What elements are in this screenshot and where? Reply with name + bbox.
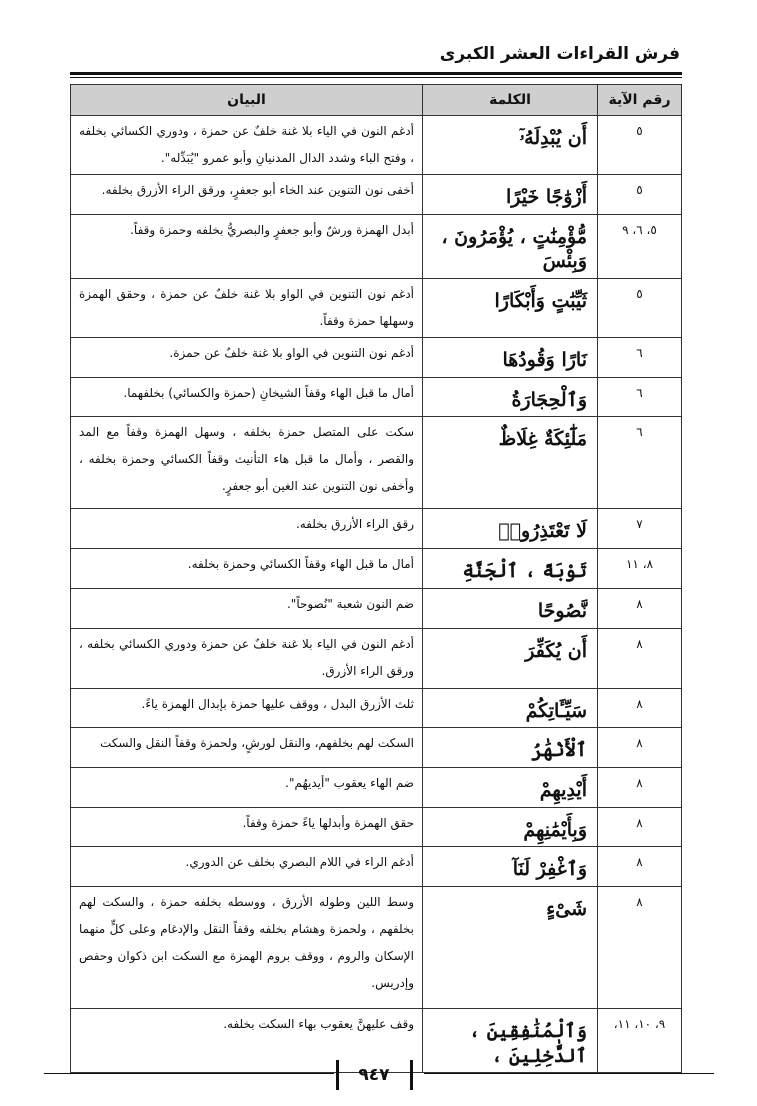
table-header-row <box>71 85 682 116</box>
quran-word: أَيْدِيهِمْ <box>423 767 598 807</box>
table-row <box>71 417 682 509</box>
table-row <box>71 628 682 688</box>
table-row <box>71 549 682 589</box>
table-row <box>71 847 682 887</box>
table-row <box>71 728 682 768</box>
ayah-number: ٨ <box>598 847 682 887</box>
ayah-number: ٨ <box>598 688 682 728</box>
qiraat-table <box>70 84 682 1073</box>
ayah-number: ٨ <box>598 628 682 688</box>
explanation: أمال ما قبل الهاء وقفاً الكسائي وحمزة بخلفه. <box>71 549 423 589</box>
table-row <box>71 377 682 417</box>
quran-word: نَارًا وَقُودُهَا <box>423 338 598 378</box>
quran-word: أَن يُكَفِّرَ <box>423 628 598 688</box>
explanation: ثلث الأزرق البدل ، ووقف عليها حمزة بإبدال الهمزة ياءً. <box>71 688 423 728</box>
ayah-number: ٧ <box>598 509 682 549</box>
quran-word: لَا تَعْتَذِرُوا۟ <box>423 509 598 549</box>
explanation: حقق الهمزة وأبدلها ياءً حمزة وقفاً. <box>71 807 423 847</box>
quran-word: ٱلْأَنْهَٰرُ <box>423 728 598 768</box>
ayah-number: ٨، ١١ <box>598 549 682 589</box>
ayah-number: ٥ <box>598 279 682 338</box>
quran-word: شَىْءٍ <box>423 886 598 1008</box>
explanation: أدغم الراء في اللام البصري بخلف عن الدوري. <box>71 847 423 887</box>
ayah-number: ٦ <box>598 377 682 417</box>
ayah-number: ٨ <box>598 767 682 807</box>
explanation: أدغم النون في الياء بلا غنة خلفٌ عن حمزة ، ودوري الكسائي بخلفه ، وفتح الباء وشدد الدال المدنيانِ وأبو عمرو "يُبَدِّله". <box>71 116 423 175</box>
quran-word: أَن يُبْدِلَهُۥٓ <box>423 116 598 175</box>
ayah-number: ٥ <box>598 116 682 175</box>
quran-word: مُّؤْمِنَٰتٍ ، يُؤْمَرُونَ ، وَبِئْسَ <box>423 214 598 278</box>
table-row <box>71 175 682 215</box>
ayah-number: ٦ <box>598 417 682 509</box>
column-header-word: الكلمة <box>423 85 598 116</box>
quran-word: ثَيِّبَٰتٍ وَأَبْكَارًا <box>423 279 598 338</box>
explanation: أدغم نون التنوين في الواو بلا غنة خلفٌ عن حمزة. <box>71 338 423 378</box>
table-row <box>71 588 682 628</box>
footer-rule-left <box>44 1073 334 1074</box>
table-row <box>71 767 682 807</box>
column-header-ayah: رقم الآية <box>598 85 682 116</box>
header-rule-thin <box>70 77 682 78</box>
explanation: ضم الهاء يعقوب "أيديهُم". <box>71 767 423 807</box>
ayah-number: ٩، ١٠، ١١، <box>598 1008 682 1072</box>
running-head-title: فرش القراءات العشر الكبرى <box>439 44 680 64</box>
explanation: ضم النون شعبة "نُصوحاً". <box>71 588 423 628</box>
explanation: أدغم النون في الياء بلا غنة خلفٌ عن حمزة ودوري الكسائي بخلفه ، ورقق الراء الأزرق. <box>71 628 423 688</box>
quran-word: أَزْوَٰجًا خَيْرًا <box>423 175 598 215</box>
quran-word: نَّصُوحًا <box>423 588 598 628</box>
header-rule-thick <box>70 72 682 75</box>
quran-word: وَبِأَيْمَٰنِهِمْ <box>423 807 598 847</box>
quran-word: وَٱلْحِجَارَةُ <box>423 377 598 417</box>
table-row <box>71 338 682 378</box>
explanation: وقف عليهنَّ يعقوب بهاء السكت بخلفه. <box>71 1008 423 1072</box>
explanation: رقق الراء الأزرق بخلفه. <box>71 509 423 549</box>
ayah-number: ٨ <box>598 886 682 1008</box>
explanation: أبدل الهمزة ورشٌ وأبو جعفرٍ والبصريُّ بخلفه وحمزة وقفاً. <box>71 214 423 278</box>
table-row <box>71 688 682 728</box>
explanation: سكت على المتصل حمزة بخلفه ، وسهل الهمزة وقفاً مع المد والقصر ، وأمال ما قبل هاء التأنيث وقفاً الكسائي وحمزة بخلفه ، وأخفى نون التنوين عند الغين أبو جعفرٍ. <box>71 417 423 509</box>
explanation: أمال ما قبل الهاء وقفاً الشيخانِ (حمزة والكسائي) بخلفهما. <box>71 377 423 417</box>
table-row <box>71 116 682 175</box>
explanation: السكت لهم بخلفهم، والنقل لورشٍ، ولحمزة وقفاً النقل والسكت <box>71 728 423 768</box>
explanation: وسط اللين وطوله الأزرق ، ووسطه بخلفه حمزة ، والسكت لهم بخلفهم ، ولحمزة وهشام بخلفه وقفاً النقل والإدغام وعلى كلٍّ منهما الإسكان والروم ، ووقف بروم الهمزة مع السكت ابن ذكوان وحفص وإدريس. <box>71 886 423 1008</box>
quran-word: تَوْبَةً ، ٱلْجَنَّةِ <box>423 549 598 589</box>
footer-rule-right <box>424 1073 714 1074</box>
quran-word: وَٱلْمُنَٰفِقِينَ ، ٱلدَّٰخِلِينَ ، <box>423 1008 598 1072</box>
explanation: أدغم نون التنوين في الواو بلا غنة خلفٌ عن حمزة ، وحقق الهمزة وسهلها حمزة وقفاً. <box>71 279 423 338</box>
footer-bar-right <box>410 1060 413 1090</box>
column-header-bayan: البيان <box>71 85 423 116</box>
quran-word: مَلَٰٓئِكَةٌ غِلَاظٌ <box>423 417 598 509</box>
table-row <box>71 214 682 278</box>
quran-word: وَٱغْفِرْ لَنَآ <box>423 847 598 887</box>
table-row <box>71 509 682 549</box>
table-row <box>71 279 682 338</box>
ayah-number: ٨ <box>598 807 682 847</box>
ayah-number: ٦ <box>598 338 682 378</box>
explanation: أخفى نون التنوين عند الخاء أبو جعفرٍ، ورقق الراء الأزرق بخلفه. <box>71 175 423 215</box>
ayah-number: ٥ <box>598 175 682 215</box>
ayah-number: ٥، ٦، ٩ <box>598 214 682 278</box>
ayah-number: ٨ <box>598 728 682 768</box>
table-row <box>71 807 682 847</box>
ayah-number: ٨ <box>598 588 682 628</box>
footer-bar-left <box>336 1060 339 1090</box>
table-row <box>71 886 682 1008</box>
quran-word: سَيِّـَٔاتِكُمْ <box>423 688 598 728</box>
page-number: ٩٤٧ <box>358 1065 390 1085</box>
